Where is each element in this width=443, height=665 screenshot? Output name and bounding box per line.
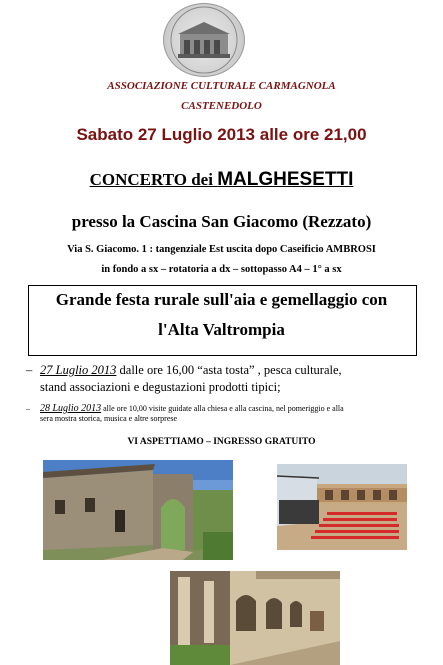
directions-line-2: in fondo a sx – rotatoria a dx – sottopasso A4 – 1° a sx	[101, 264, 342, 275]
stage-courtyard-photo	[277, 464, 407, 550]
highlight-line-1: Grande festa rurale sull'aia e gemellaggio con	[55, 290, 388, 309]
program-item-2	[26, 403, 430, 424]
farmhouse-arch-photo	[43, 460, 233, 560]
highlight-line-2: l'Alta Valtrompia	[158, 320, 285, 339]
portico-photo	[170, 571, 340, 665]
org-town: CASTENEDOLO	[181, 100, 262, 112]
concert-prefix: CONCERTO dei	[89, 170, 218, 189]
program-date: 28 Luglio 2013	[40, 403, 102, 414]
directions-line-1: Via S. Giacomo. 1 : tangenziale Est uscita dopo Caseificio AMBROSI	[67, 244, 376, 255]
org-name: ASSOCIAZIONE CULTURALE CARMAGNOLA	[107, 80, 336, 92]
band-name: MALGHESETTI	[217, 169, 354, 190]
welcome-line: VI ASPETTIAMO – INGRESSO GRATUITO	[127, 437, 316, 447]
program-text-rest: sera mostra storica, musica e altre sorprese	[40, 414, 178, 423]
association-logo-icon	[163, 3, 245, 77]
bullet-dash: –	[26, 363, 33, 377]
program-date: 27 Luglio 2013	[40, 363, 117, 377]
program-item-1	[26, 362, 430, 396]
program-text-first: alle ore 10,00 visite guidate alla chiesa e alla cascina, nel pomeriggio e alla	[101, 404, 344, 413]
venue-line: presso la Cascina San Giacomo (Rezzato)	[71, 212, 372, 231]
concert-title	[0, 169, 443, 191]
farmhouse-logo-graphic	[164, 4, 244, 76]
bullet-dash: –	[26, 404, 30, 413]
program-text-first: dalle ore 16,00 “asta tosta” , pesca culturale,	[116, 363, 342, 377]
program-text-rest: stand associazioni e degustazioni prodotti tipici;	[40, 380, 281, 394]
event-date: Sabato 27 Luglio 2013 alle ore 21,00	[76, 125, 367, 144]
